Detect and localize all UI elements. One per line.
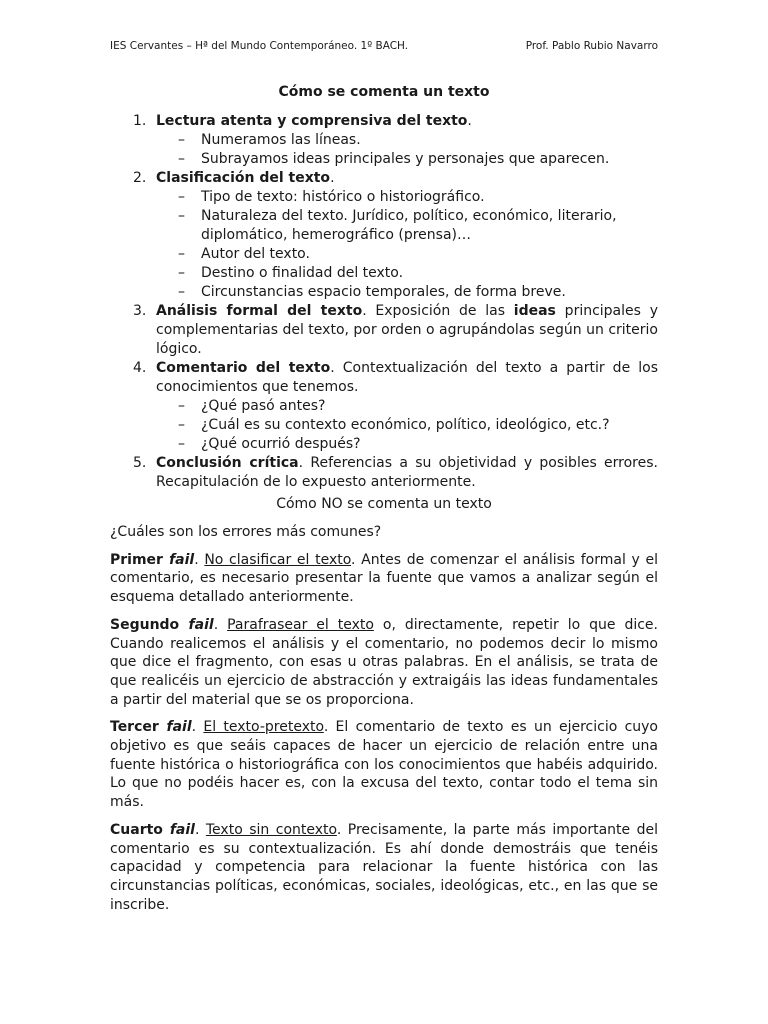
page-header [110,40,658,52]
fail-paragraph: Cuarto fail. Texto sin contexto. Precisamente, la parte más importante del comentario es su contextualización. Es ahí donde demostráis que tenéis capacidad y competencia para relacionar la fuente histórica con las circunstancias políticas, económicas, sociales, ideológicas, etc., en las que se inscribe. [110,821,658,913]
sub-item: – Naturaleza del texto. Jurídico, político, económico, literario, [178,208,617,224]
sub-item: – Subrayamos ideas principales y personajes que aparecen. [178,151,610,167]
item-number: 1. [133,113,147,129]
item-heading: Conclusión crítica [156,455,299,471]
item-heading: Comentario del texto [156,360,331,376]
sub-item: – Numeramos las líneas. [178,132,361,148]
list-item: 2. Clasificación del texto. [133,170,335,186]
header-left: IES Cervantes – Hª del Mundo Contemporáneo. 1º BACH. [110,40,409,52]
sub-item: – ¿Cuál es su contexto económico, político, ideológico, etc.? [178,417,610,433]
item-number: 2. [133,170,147,186]
item-number: 5. [133,455,147,471]
item-number: 4. [133,360,147,376]
errors-section [110,523,658,923]
sub-item: – ¿Qué ocurrió después? [178,436,361,452]
list-item: 5. Conclusión crítica. Referencias a su objetividad y posibles errores. Recapitulación de lo expuesto anteriormente. [133,455,658,490]
list-item: 4. Comentario del texto. Contextualización del texto a partir de los conocimientos que tenemos. [133,360,659,395]
sub-item: – ¿Qué pasó antes? [178,398,326,414]
steps-list [110,112,658,492]
sub-item: – Autor del texto. [178,246,310,262]
page-title: Cómo se comenta un texto [278,84,490,100]
sub-item: – Destino o finalidad del texto. [178,265,404,281]
sub-item: – Tipo de texto: histórico o historiográfico. [178,189,485,205]
header-right: Prof. Pablo Rubio Navarro [525,40,658,52]
list-item: 1. Lectura atenta y comprensiva del texto. [133,113,472,129]
item-heading: Clasificación del texto [156,170,331,186]
sub-item: – Circunstancias espacio temporales, de forma breve. [178,284,566,300]
question-paragraph: ¿Cuáles son los errores más comunes? [110,524,382,540]
item-heading: Lectura atenta y comprensiva del texto [156,113,468,129]
fail-paragraph: Primer fail. No clasificar el texto. Antes de comenzar el análisis formal y el comentario, es necesario presentar la fuente que vamos a analizar según el esquema detallado anteriormente. [110,551,658,606]
sub-item-continuation: diplomático, hemerográfico (prensa)… [201,227,471,243]
fail-paragraph: Segundo fail. Parafrasear el texto o, directamente, repetir lo que dice. Cuando realicemos el análisis y el comentario, no podemos decir lo mismo que dice el fragmento, con esas u otras palabras. En el análisis, se trata de que realicéis un ejercicio de abstracción y extraigáis las ideas fundamentales a partir del material que se os proporciona. [110,616,658,708]
fail-heading: El texto-pretexto [203,719,324,736]
item-number: 3. [133,303,147,319]
fail-heading: Parafrasear el texto [227,616,374,633]
fail-heading: Texto sin contexto [205,821,337,838]
list-item: 3. Análisis formal del texto. Exposición de las ideas principales y complementarias del texto, por orden o agrupándolas según un criterio lógico. [133,303,658,357]
fail-heading: No clasificar el texto [204,551,352,568]
fail-paragraph: Tercer fail. El texto-pretexto. El comentario de texto es un ejercicio cuyo objetivo es que seáis capaces de hacer un ejercicio de relación entre una fuente histórica o historiográfica con los conocimientos que habéis adquirido. Lo que no podéis hacer es, con la excusa del texto, contar todo el tema sin más. [110,719,658,811]
section-subtitle: Cómo NO se comenta un texto [276,496,492,512]
item-heading: Análisis formal del texto [156,303,363,319]
